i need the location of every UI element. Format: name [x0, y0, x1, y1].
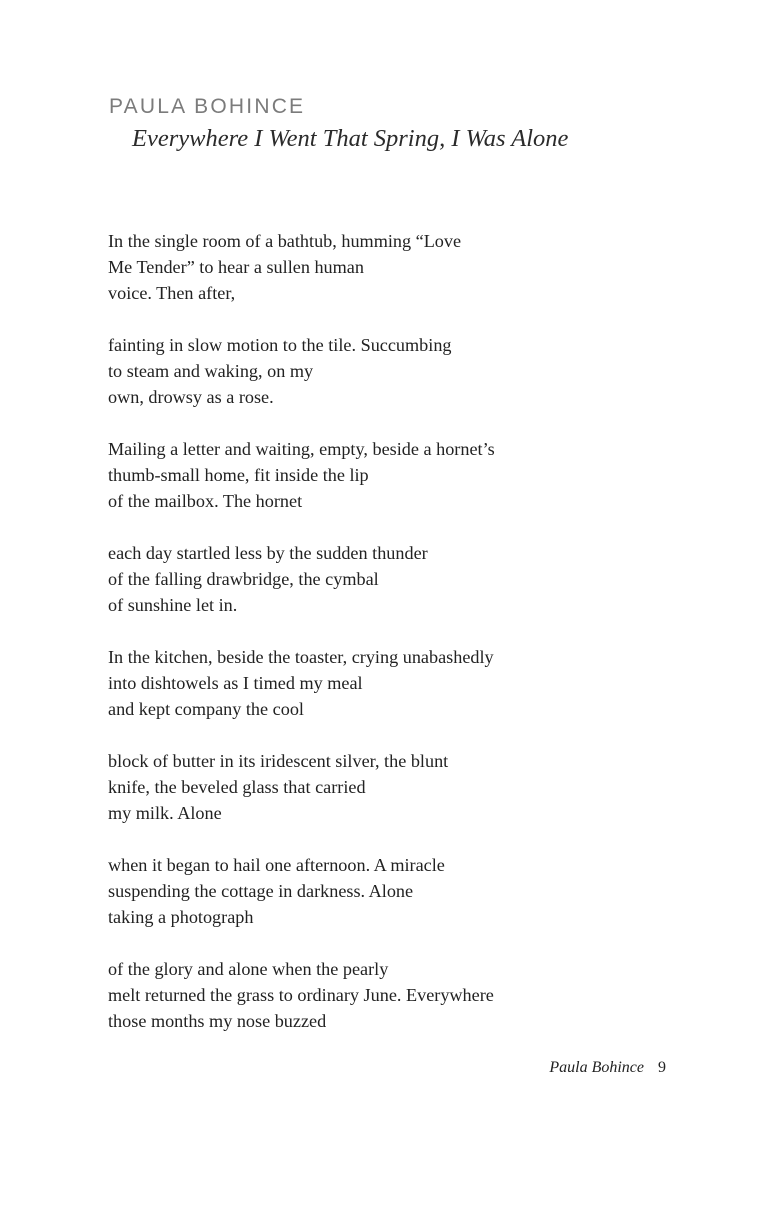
- poem-line: of the falling drawbridge, the cymbal: [108, 569, 379, 589]
- poem-body: [108, 228, 495, 1060]
- poem-line: fainting in slow motion to the tile. Succumbing: [108, 335, 452, 355]
- poem-line: and kept company the cool: [108, 699, 304, 719]
- poem-line: own, drowsy as a rose.: [108, 387, 274, 407]
- stanza-1: [108, 228, 495, 306]
- poem-line: block of butter in its iridescent silver, the blunt: [108, 751, 449, 771]
- poem-line: when it began to hail one afternoon. A miracle: [108, 855, 445, 875]
- poem-line: Mailing a letter and waiting, empty, beside a hornet’s: [108, 439, 495, 459]
- poem-title: Everywhere I Went That Spring, I Was Alone: [132, 125, 569, 152]
- stanza-4: [108, 540, 495, 618]
- poem-line: into dishtowels as I timed my meal: [108, 673, 363, 693]
- page-footer: [549, 1057, 666, 1079]
- stanza-6: [108, 748, 495, 826]
- footer-author: Paula Bohince: [549, 1059, 644, 1076]
- stanza-8: [108, 956, 495, 1034]
- poem-line: of the glory and alone when the pearly: [108, 959, 389, 979]
- poem-line: Me Tender” to hear a sullen human: [108, 257, 364, 277]
- stanza-2: [108, 332, 495, 410]
- stanza-5: [108, 644, 495, 722]
- poem-line: In the kitchen, beside the toaster, crying unabashedly: [108, 647, 494, 667]
- poem-line: those months my nose buzzed: [108, 1011, 327, 1031]
- poem-line: of sunshine let in.: [108, 595, 238, 615]
- poem-line: my milk. Alone: [108, 803, 222, 823]
- poem-line: melt returned the grass to ordinary June. Everywhere: [108, 985, 494, 1005]
- poem-line: knife, the beveled glass that carried: [108, 777, 366, 797]
- poem-line: of the mailbox. The hornet: [108, 491, 303, 511]
- stanza-3: [108, 436, 495, 514]
- poem-line: to steam and waking, on my: [108, 361, 314, 381]
- poem-line: each day startled less by the sudden thunder: [108, 543, 428, 563]
- poem-line: voice. Then after,: [108, 283, 236, 303]
- poem-line: suspending the cottage in darkness. Alone: [108, 881, 414, 901]
- poem-line: In the single room of a bathtub, humming “Love: [108, 231, 462, 251]
- page-number: 9: [658, 1059, 666, 1076]
- author-name: PAULA BOHINCE: [109, 95, 306, 118]
- stanza-7: [108, 852, 495, 930]
- poem-line: taking a photograph: [108, 907, 254, 927]
- poem-line: thumb-small home, fit inside the lip: [108, 465, 369, 485]
